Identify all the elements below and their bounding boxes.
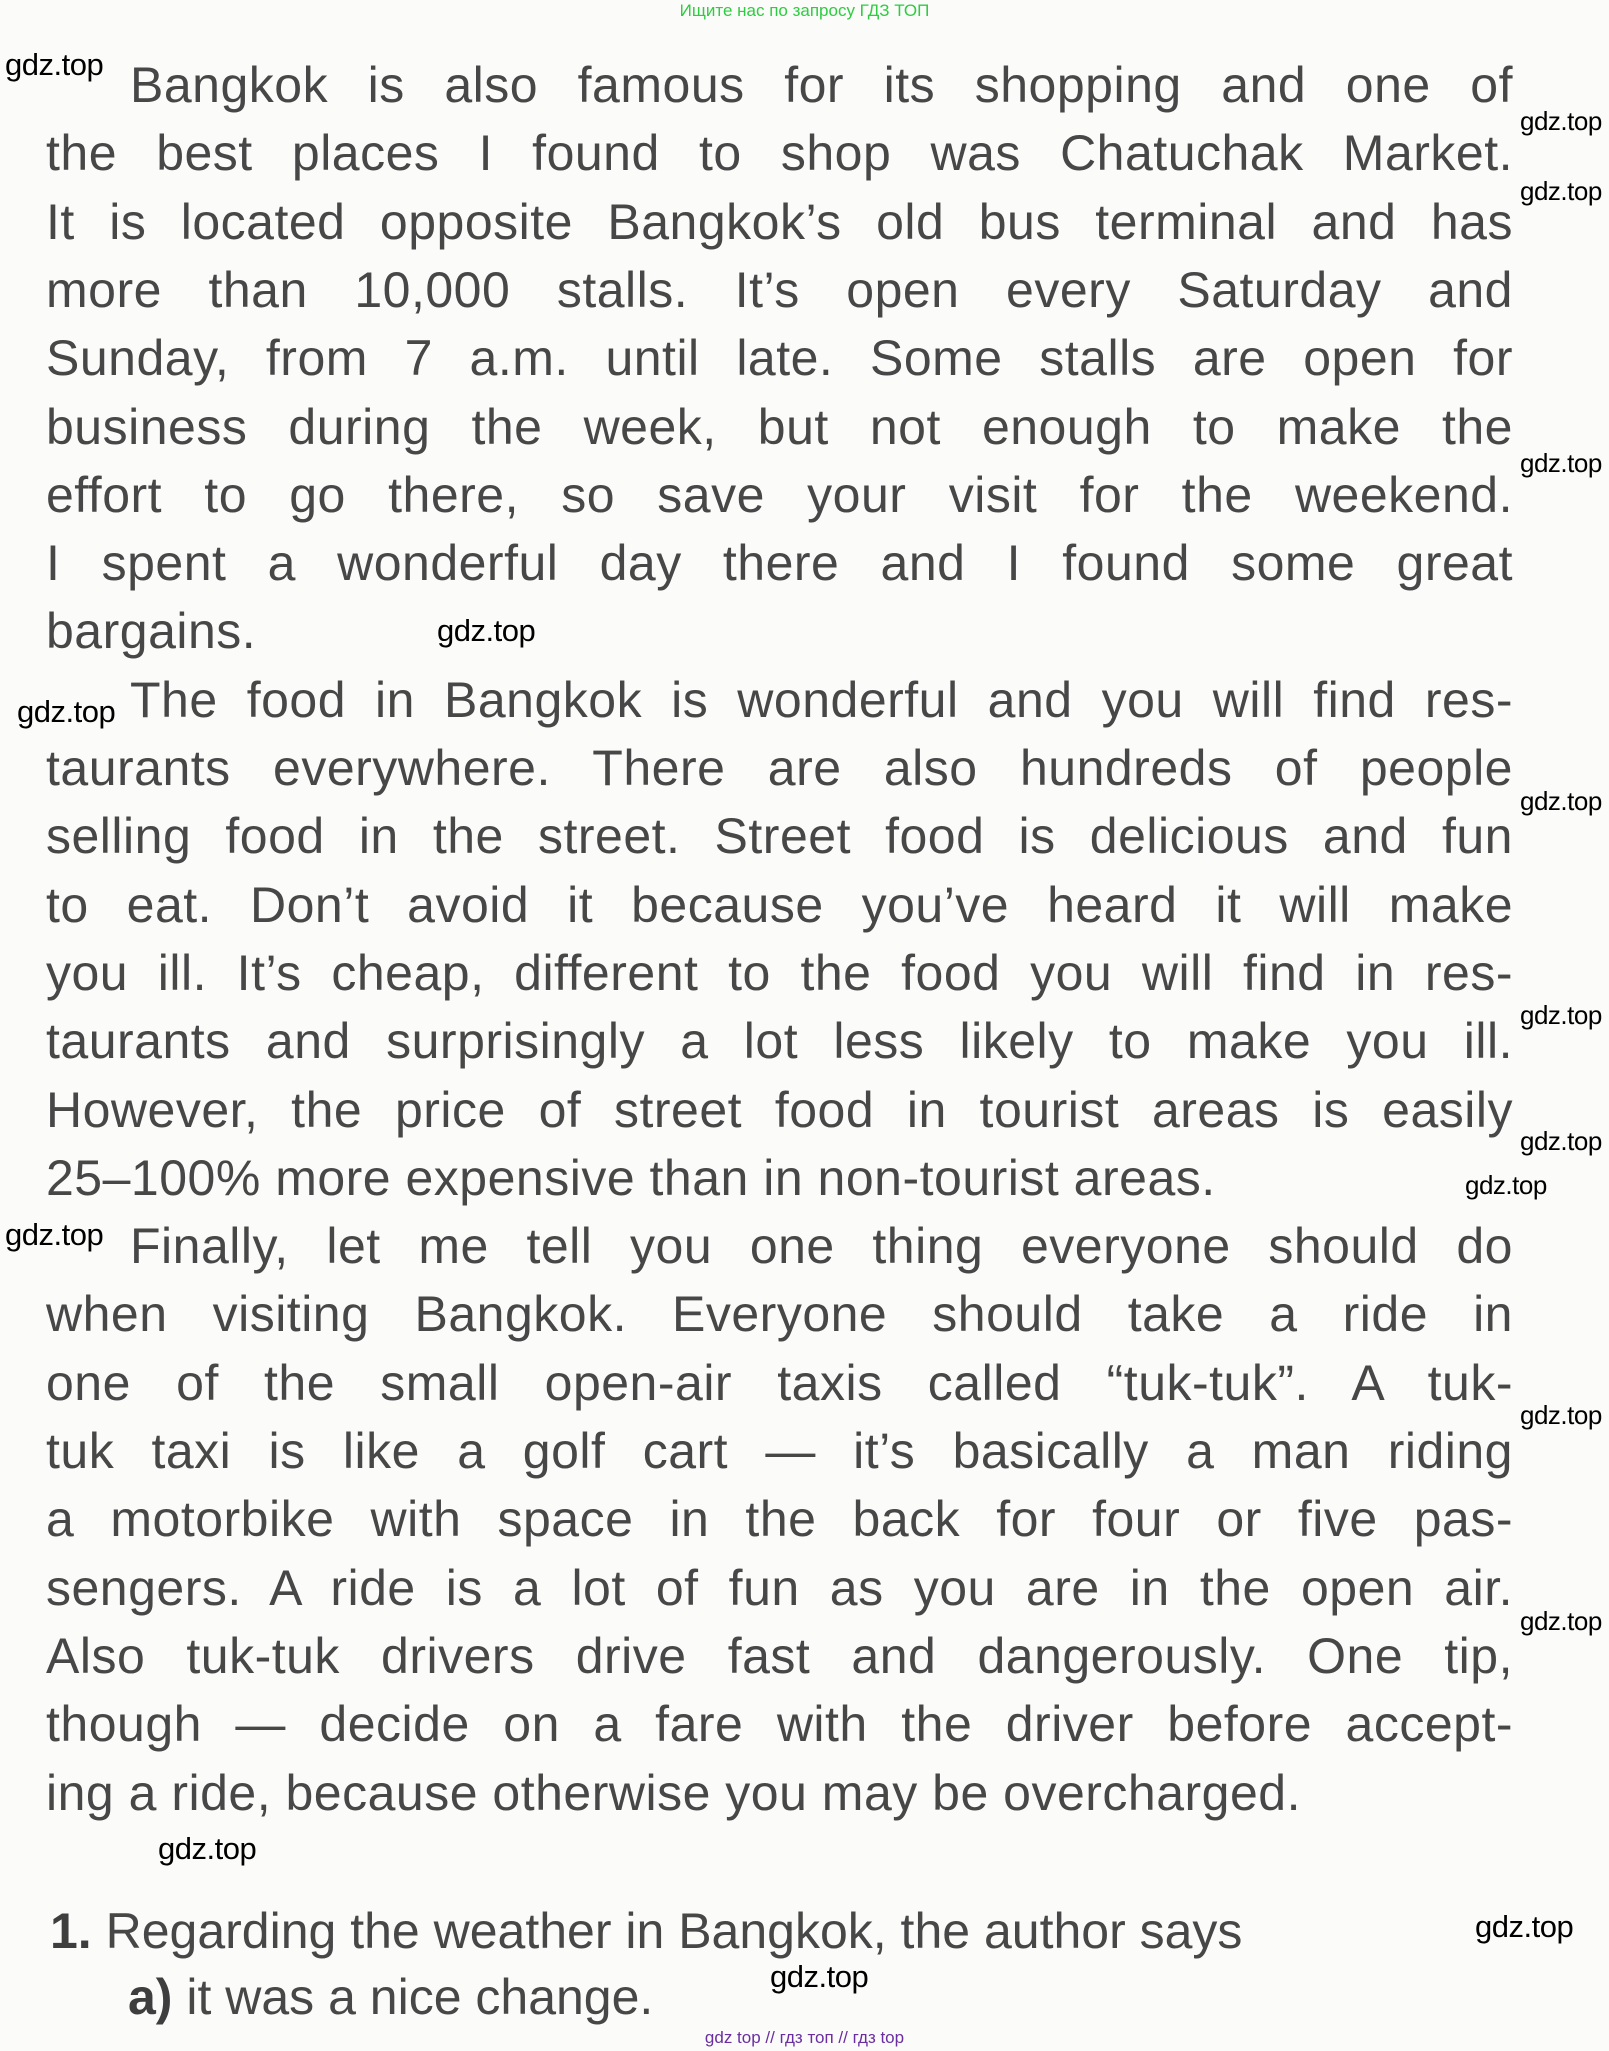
watermark: gdz.top xyxy=(1475,1909,1574,1944)
text-line: a motorbike with space in the back for four or five pas- xyxy=(46,1491,1513,1548)
text-line: The food in Bangkok is wonderful and you will find res- xyxy=(130,671,1513,728)
text-line: tuk taxi is like a golf cart — it’s basically a man riding xyxy=(46,1423,1513,1479)
watermark: gdz.top xyxy=(1520,1000,1602,1030)
watermark: gdz.top xyxy=(437,613,536,648)
option-text: it was a nice change. xyxy=(186,1969,654,2025)
text-line: taurants everywhere. There are also hundreds of people xyxy=(46,740,1513,796)
watermark: gdz.top xyxy=(17,694,116,729)
watermark: gdz.top xyxy=(1520,1606,1602,1636)
text-line: selling food in the street. Street food is delicious and fun xyxy=(46,808,1513,865)
text-line: It is located opposite Bangkok’s old bus terminal and has xyxy=(46,193,1513,250)
text-line: 25–100% more expensive than in non-tourist areas. xyxy=(46,1149,1216,1206)
watermark: gdz.top xyxy=(5,47,104,82)
text-line: However, the price of street food in tourist areas is easily xyxy=(46,1081,1513,1138)
watermark: gdz.top xyxy=(1520,176,1602,206)
watermark: gdz.top xyxy=(1520,106,1602,136)
question-1-option-a xyxy=(128,1967,653,2027)
bottom-banner: gdz top // гдз топ // гдз top xyxy=(704,2028,905,2047)
text-line: you ill. It’s cheap, different to the food you will find in res- xyxy=(46,944,1513,1001)
watermark: gdz.top xyxy=(1520,1126,1602,1156)
watermark: gdz.top xyxy=(770,1959,869,1994)
text-line: more than 10,000 stalls. It’s open every Saturday and xyxy=(46,261,1513,318)
text-line: when visiting Bangkok. Everyone should take a ride in xyxy=(46,1286,1513,1343)
text-line: though — decide on a fare with the driver before accept- xyxy=(46,1696,1513,1753)
watermark: gdz.top xyxy=(5,1217,104,1252)
text-line: Finally, let me tell you one thing everyone should do xyxy=(130,1218,1513,1275)
watermark: gdz.top xyxy=(158,1831,257,1866)
watermark: gdz.top xyxy=(1520,448,1602,478)
text-line: Also tuk-tuk drivers drive fast and dangerously. One tip, xyxy=(46,1627,1513,1684)
top-banner: Ищите нас по запросу ГДЗ ТОП xyxy=(679,1,930,20)
question-1 xyxy=(50,1901,1242,1961)
question-text: Regarding the weather in Bangkok, the author says xyxy=(105,1903,1243,1959)
text-line: bargains. xyxy=(46,603,257,660)
text-line: Bangkok is also famous for its shopping and one of xyxy=(130,57,1513,113)
text-line: Sunday, from 7 a.m. until late. Some stalls are open for xyxy=(46,330,1513,387)
text-line: taurants and surprisingly a lot less likely to make you ill. xyxy=(46,1013,1513,1070)
text-line: business during the week, but not enough to make the xyxy=(46,398,1513,455)
text-line: effort to go there, so save your visit for the weekend. xyxy=(46,466,1513,523)
text-line: to eat. Don’t avoid it because you’ve heard it will make xyxy=(46,876,1513,933)
text-line: ing a ride, because otherwise you may be overcharged. xyxy=(46,1764,1301,1821)
text-line: the best places I found to shop was Chatuchak Market. xyxy=(46,125,1513,182)
text-line: one of the small open-air taxis called “tuk-tuk”. A tuk- xyxy=(46,1354,1513,1411)
text-line: sengers. A ride is a lot of fun as you are in the open air. xyxy=(46,1559,1513,1616)
question-number: 1. xyxy=(50,1903,92,1959)
watermark: gdz.top xyxy=(1520,1400,1602,1430)
watermark: gdz.top xyxy=(1465,1170,1547,1200)
watermark: gdz.top xyxy=(1520,786,1602,816)
option-letter: a) xyxy=(128,1969,173,2025)
text-line: I spent a wonderful day there and I found some great xyxy=(46,535,1513,592)
